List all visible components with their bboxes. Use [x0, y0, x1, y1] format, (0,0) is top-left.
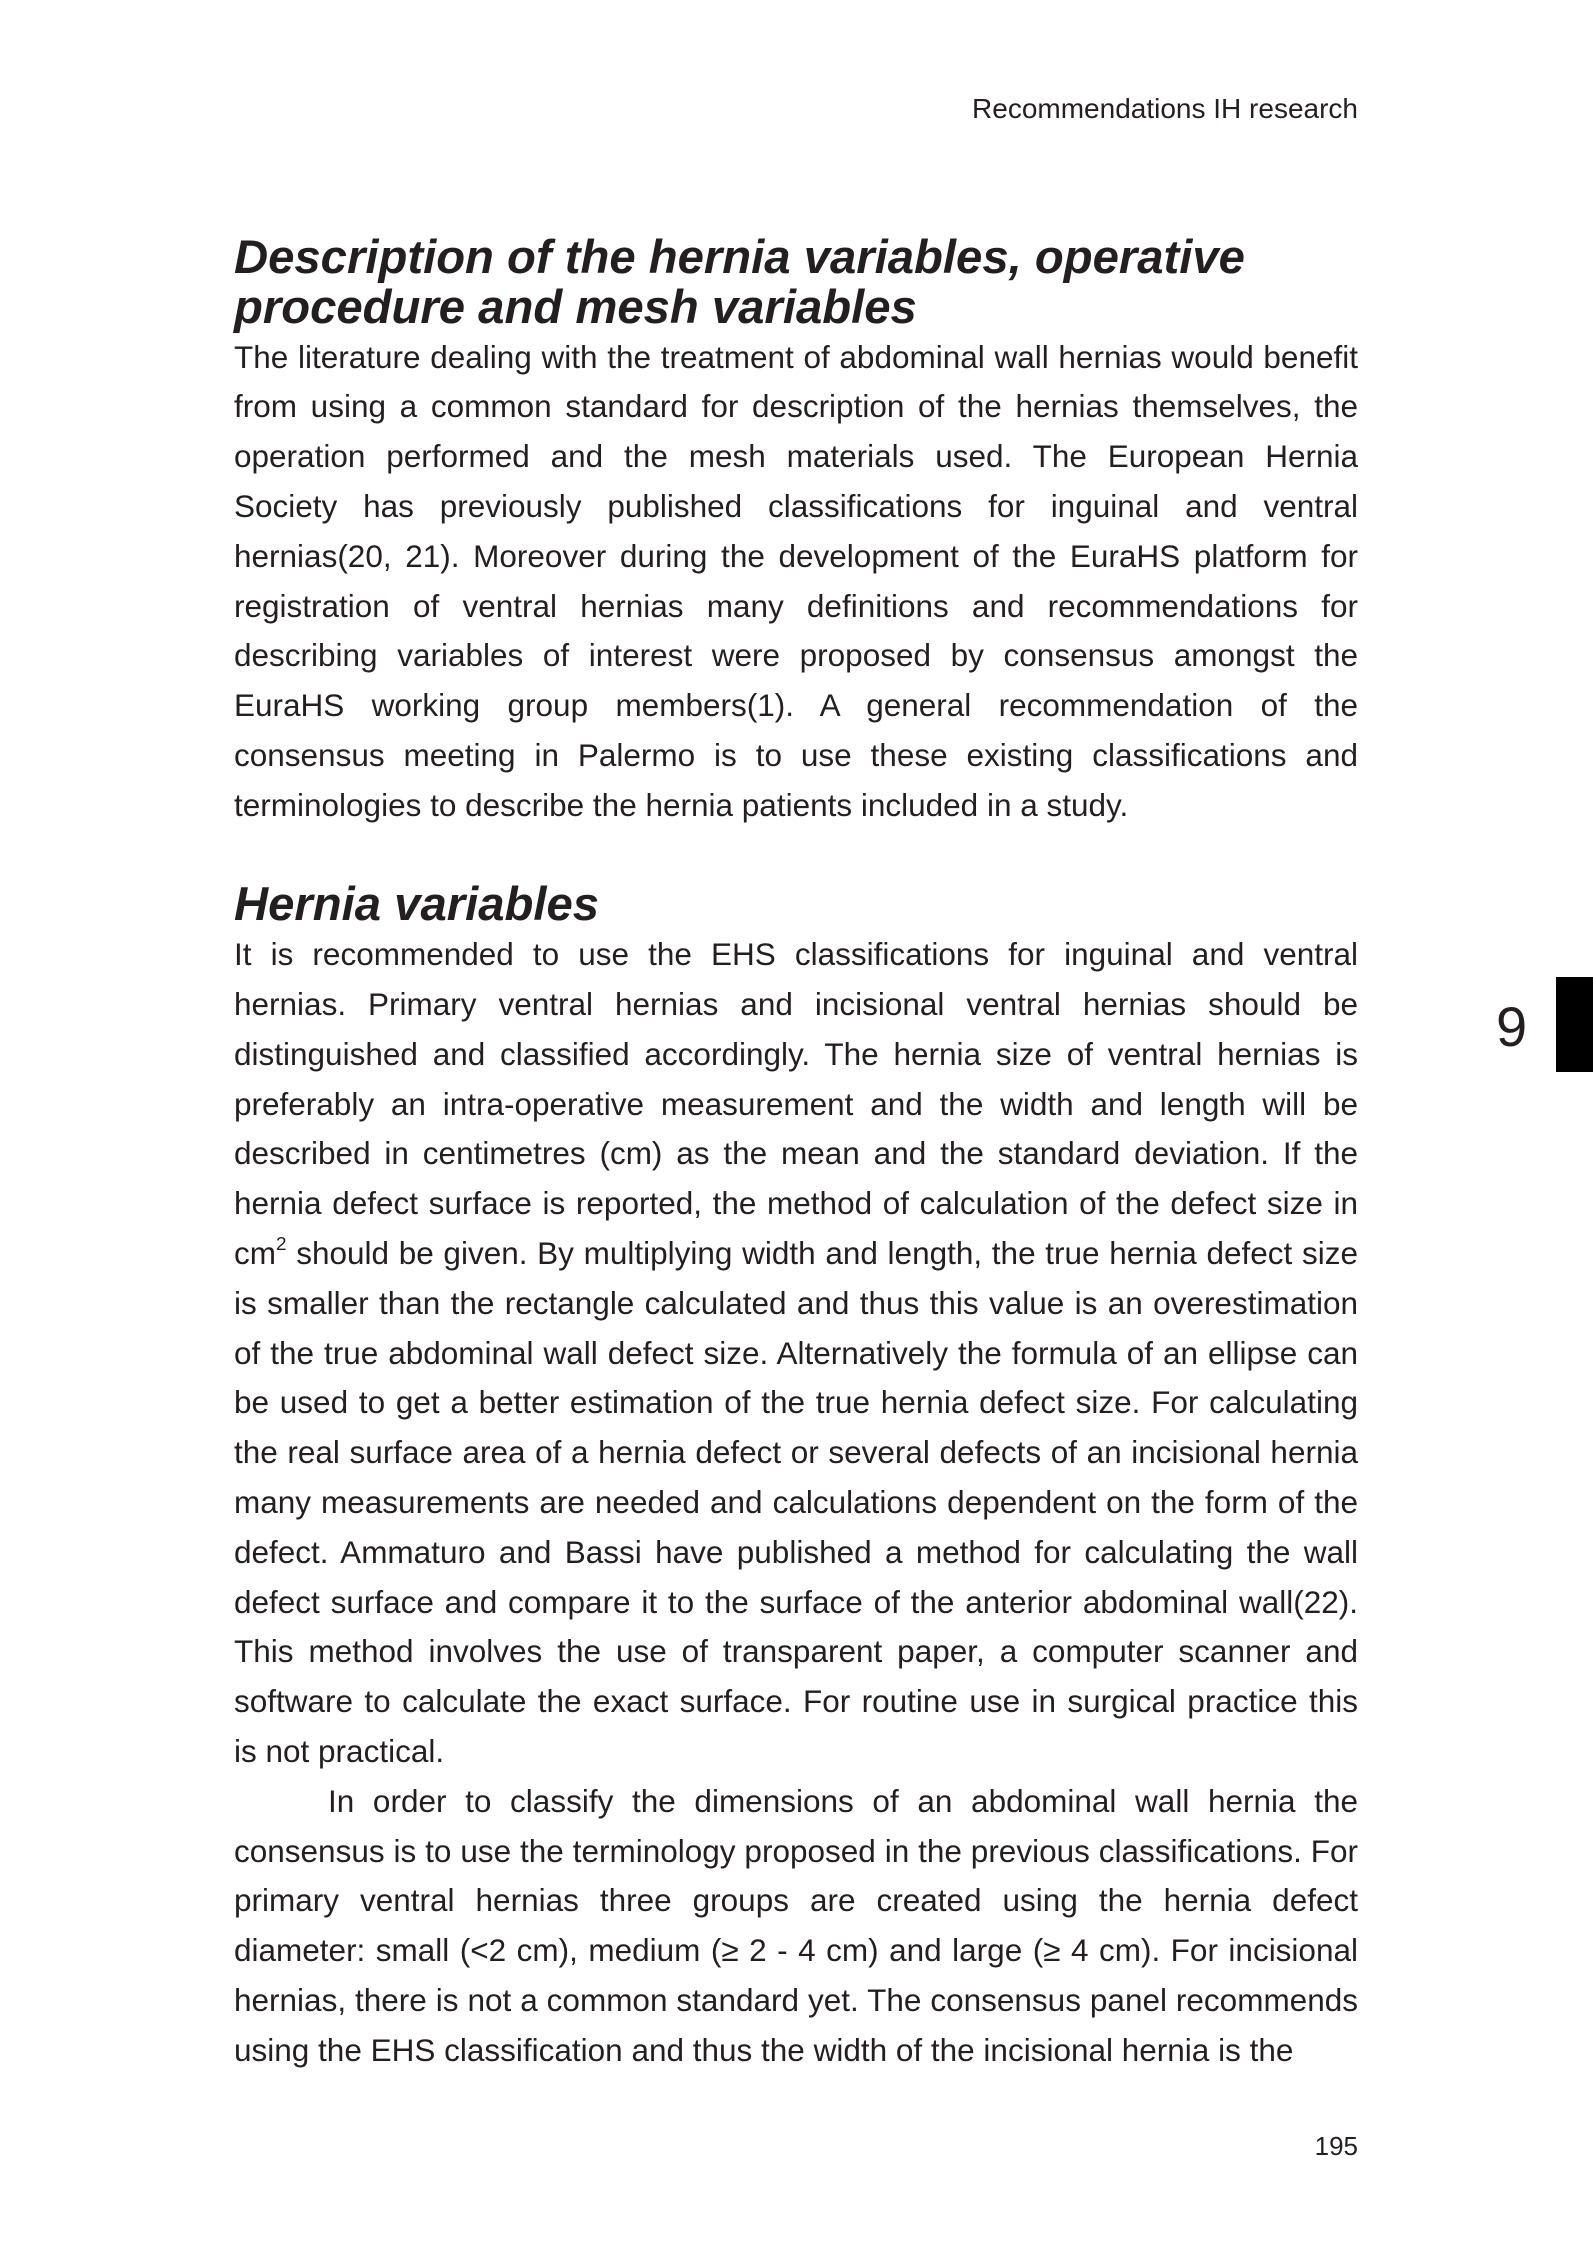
section-heading-description: Description of the hernia variables, operative procedure and mesh variables [234, 231, 1245, 334]
paragraph-description: The literature dealing with the treatment of abdominal wall hernias would benefit from using a common standard for description of the hernias themselves, the operation performed and the mesh materials used. The European Hernia Society has previously published classifications for inguinal and ventral hernias(20, 21). Moreover during the development of the EuraHS platform for registration of ventral hernias many definitions and recommendations for describing variables of interest were proposed by consensus amongst the EuraHS working group members(1). A general recommendation of the consensus meeting in Palermo is to use these existing classifications and terminologies to describe the hernia patients included in a study. [234, 338, 1358, 823]
main-content [234, 233, 1358, 2075]
running-header: Recommendations IH research [972, 93, 1358, 124]
paragraph-hernia-variables [234, 930, 1358, 1777]
section-heading-hernia-variables: Hernia variables [234, 878, 600, 932]
section-gap [234, 831, 1358, 881]
paragraph-dimensions: In order to classify the dimensions of an abdominal wall hernia the consensus is to use the terminology proposed in the previous classifications. For primary ventral hernias three groups are created using the hernia defect diameter: small (<2 cm), medium (≥ 2 - 4 cm) and large (≥ 4 cm). For incisional hernias, there is not a common standard yet. The consensus panel recommends using the EHS classification and thus the width of the incisional hernia is the [234, 1782, 1358, 2068]
paragraph-hernia-variables-part2: should be given. By multiplying width and length, the true hernia defect size is smaller than the rectangle calculated and thus this value is an overestimation of the true abdominal wall defect size. Alternatively the formula of an ellipse can be used to get a better estimation of the true hernia defect size. For calculating the real surface area of a hernia defect or several defects of an incisional hernia many measurements are needed and calculations dependent on the form of the defect. Ammaturo and Bassi have published a method for calculating the wall defect surface and compare it to the surface of the anterior abdominal wall(22). This method involves the use of transparent paper, a computer scanner and software to calculate the exact surface. For routine use in surgical practice this is not practical. [234, 1234, 1358, 1769]
paragraph-hernia-variables-part1: It is recommended to use the EHS classifications for inguinal and ventral hernias. Primary ventral hernias and incisional ventral hernias should be distinguished and classified accordingly. The hernia size of ventral hernias is preferably an intra-operative measurement and the width and length will be described in centimetres (cm) as the mean and the standard deviation. If the hernia defect surface is reported, the method of calculation of the defect size in cm [234, 936, 1358, 1271]
chapter-number: 9 [1496, 995, 1528, 1058]
page-number: 195 [1314, 2131, 1358, 2161]
squared-superscript: 2 [276, 1233, 287, 1255]
chapter-thumb-tab [1556, 977, 1593, 1072]
